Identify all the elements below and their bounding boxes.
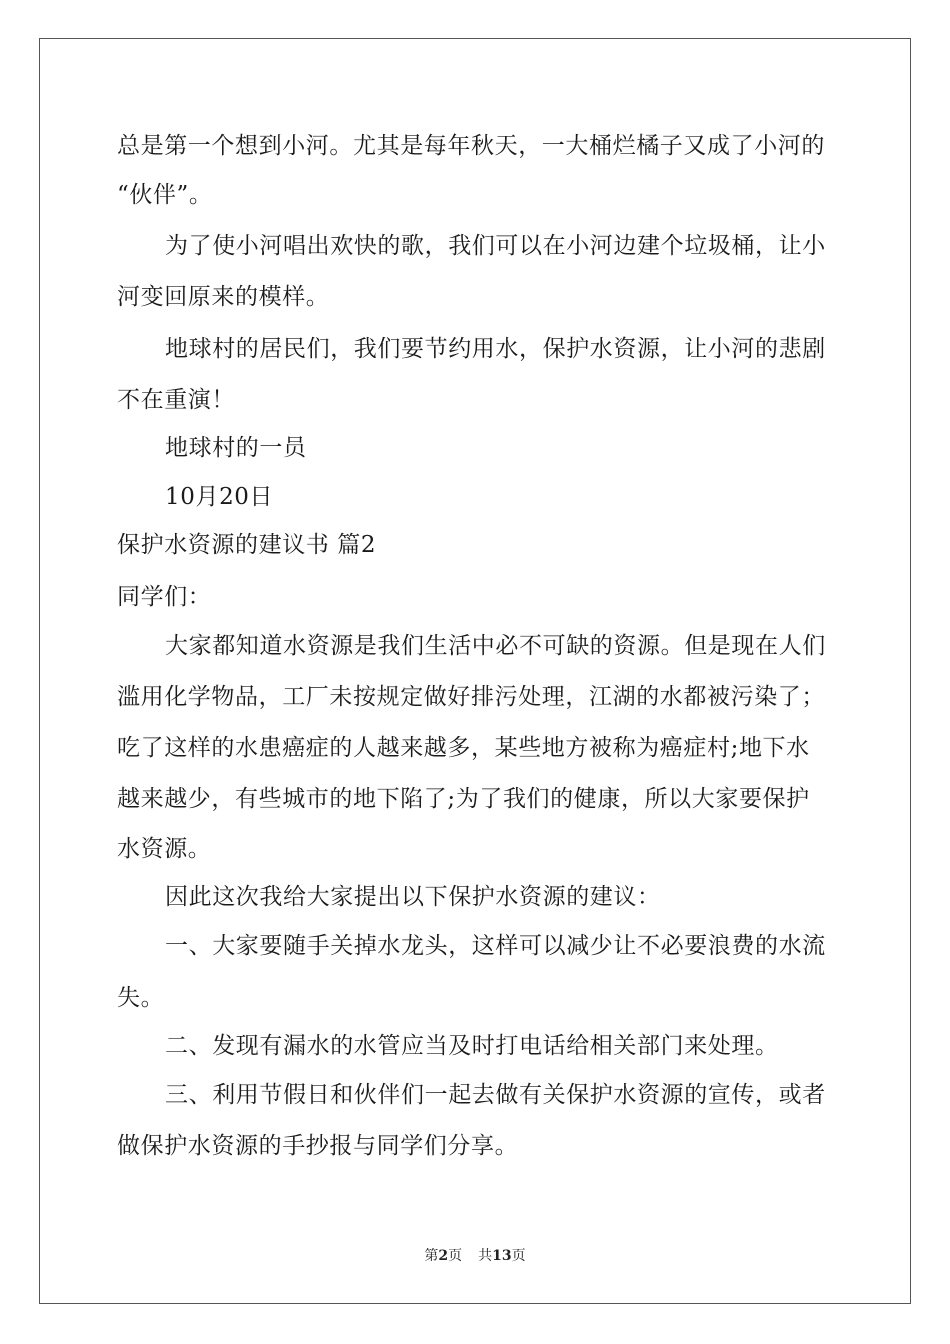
paragraph-line: 水资源。 (117, 836, 212, 862)
paragraph-line: 不在重演！ (117, 387, 235, 413)
paragraph-line: 河变回原来的模样。 (117, 284, 330, 310)
page-label-suffix: 页 (448, 1248, 463, 1264)
paragraph-line: 因此这次我给大家提出以下保护水资源的建议： (165, 884, 661, 910)
paragraph-line: 地球村的居民们，我们要节约用水，保护水资源，让小河的悲剧 (165, 336, 826, 362)
paragraph-line: 总是第一个想到小河。尤其是每年秋天，一大桶烂橘子又成了小河的 (117, 133, 825, 159)
total-label-prefix: 共 (478, 1248, 493, 1264)
paragraph-line: 做保护水资源的手抄报与同学们分享。 (117, 1133, 519, 1159)
total-pages: 13 (492, 1248, 512, 1264)
total-label-suffix: 页 (511, 1248, 526, 1264)
paragraph-line: 为了使小河唱出欢快的歌，我们可以在小河边建个垃圾桶，让小 (165, 233, 826, 259)
signature-line: 地球村的一员 (165, 435, 307, 461)
salutation: 同学们： (117, 584, 212, 610)
page-footer (0, 1245, 950, 1265)
suggestion-item: 三、利用节假日和伙伴们一起去做有关保护水资源的宣传，或者 (165, 1082, 826, 1108)
date-line: 10月20日 (165, 484, 274, 510)
paragraph-line: 越来越少，有些城市的地下陷了;为了我们的健康，所以大家要保护 (117, 786, 810, 812)
paragraph-line: 大家都知道水资源是我们生活中必不可缺的资源。但是现在人们 (165, 633, 826, 659)
paragraph-line: 滥用化学物品，工厂未按规定做好排污处理，江湖的水都被污染了； (117, 684, 825, 710)
suggestion-item: 一、大家要随手关掉水龙头，这样可以减少让不必要浪费的水流 (165, 933, 826, 959)
paragraph-line: 吃了这样的水患癌症的人越来越多，某些地方被称为癌症村;地下水 (117, 735, 810, 761)
section-heading: 保护水资源的建议书 篇2 (117, 532, 377, 558)
suggestion-item: 二、发现有漏水的水管应当及时打电话给相关部门来处理。 (165, 1033, 779, 1059)
page-number: 2 (438, 1248, 449, 1264)
paragraph-line: “伙伴”。 (117, 182, 213, 208)
paragraph-line: 失。 (117, 985, 165, 1011)
page-label-prefix: 第 (424, 1248, 439, 1264)
